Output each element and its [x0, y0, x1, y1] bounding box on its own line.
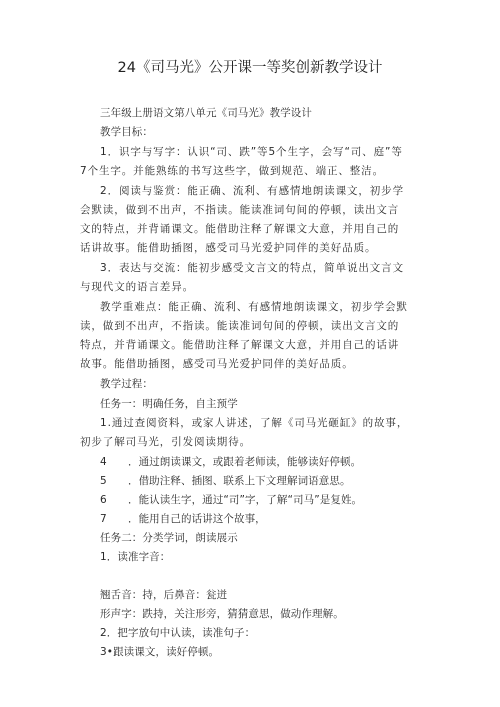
task-two-item-2: 2．把字放句中认读，读准句子： — [100, 627, 256, 639]
objective-1: 1．识字与写字：认识“司、跌”等5个生字，会写“司、庭”等7个生字。并能熟练的书写这些字，做到规范、端正、整洁。 — [80, 146, 403, 177]
task-one-item-4: 4 ．通过朗读课文，或跟着老师读，能够读好停顿。 — [100, 456, 362, 468]
task-two-item-3: 3•跟读课文，读好停顿。 — [100, 646, 220, 658]
phonetic-compound-note: 形声字：跌持，关注形旁，猜猜意思，做动作理解。 — [100, 608, 344, 620]
task-one-heading: 任务一：明确任务，自主预学 — [100, 398, 238, 410]
task-one-item-7: 7 ．能用自己的话讲这个故事， — [100, 513, 266, 525]
document-title: 24《司马光》公开课一等奖创新教学设计 — [117, 60, 383, 76]
retroflex-note: 翘舌音：持，后鼻音：瓮迸 — [100, 589, 228, 601]
task-two-item-1: 1．读准字音： — [100, 551, 171, 563]
objective-2: 2．阅读与鉴赏：能正确、流利、有感情地朗读课文，初步学会默读，做到不出声，不指读。能读准词句间的停顿，读出文言文的特点，并背诵课文。能借助注释了解课文大意，并用自己的话讲故事。能借助插图，感受司马光爱护同伴的美好品质。 — [80, 185, 404, 254]
task-one-item-5: 5 ．借助注释、插图、联系上下文理解词语意思。 — [100, 475, 351, 487]
subtitle-line: 三年级上册语文第八单元《司马光》教学设计 — [100, 107, 312, 119]
task-one-item-6: 6 ．能认读生字，通过“司”字，了解“司马”是复姓。 — [100, 494, 363, 506]
key-difficulties: 教学重难点：能正确、流利、有感情地朗读课文，初步学会默读，做到不出声，不指读。能读准词句间的停顿，读出文言文的特点，并背诵课文。能借助注释了解课文大意，并用自己的话讲故事。能借助插图，感受司马光爱护同伴的美好品质。 — [80, 301, 408, 370]
process-heading: 教学过程： — [100, 378, 153, 390]
objective-3: 3．表达与交流：能初步感受文言文的特点，简单说出文言文与现代文的语言差异。 — [80, 262, 404, 293]
task-one-item-1: 1.通过查阅资料，或家人讲述，了解《司马光砸缸》的故事，初步了解司马光，引发阅读期待。 — [80, 417, 409, 448]
objectives-heading: 教学目标： — [100, 126, 153, 138]
task-two-heading: 任务二：分类学词，朗读展示 — [100, 532, 238, 544]
